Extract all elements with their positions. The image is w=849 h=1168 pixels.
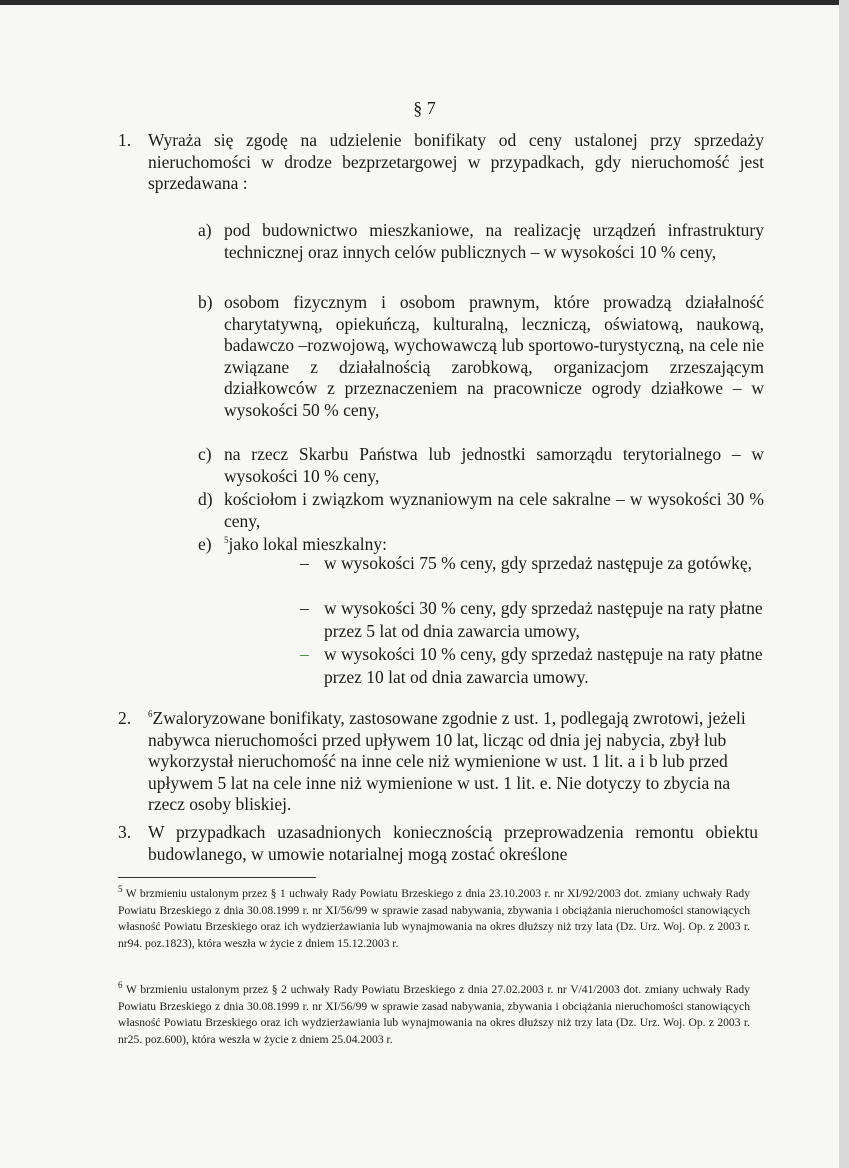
paragraph-number: 1. — [118, 130, 132, 150]
sub-item — [300, 597, 764, 643]
footnote-5 — [118, 886, 750, 952]
list-item-text: kościołom i związkom wyznaniowym na cele sakralne – w wysokości 30 % ceny, — [224, 489, 764, 531]
sub-item — [300, 643, 764, 689]
list-item-text: na rzecz Skarbu Państwa lub jednostki samorządu terytorialnego – w wysokości 10 % ceny, — [224, 444, 764, 486]
paragraph-text: Zwaloryzowane bonifikaty, zastosowane zgodnie z ust. 1, podlegają zwrotowi, jeżeli nabywca nieruchomości przed upływem 10 lat, licząc od dnia jej nabycia, zbył lub wykorzystał nieruchomość na inne cele niż wymienione w ust. 1 lit. a i b lub przed upływem 5 lat na cele inne niż wymienione w ust. 1 lit. e. Nie dotyczy to zbycia na rzecz osoby bliskiej. — [148, 708, 746, 814]
footnote-text: W brzmieniu ustalonym przez § 2 uchwały Rady Powiatu Brzeskiego z dnia 27.02.2003 r. nr V/41/2003 dot. zmiany uchwały Rady Powiatu Brzeskiego z dnia 30.08.1999 r. nr XI/56/99 w sprawie zasad nabywania, zbywania i obciążania nieruchomości stanowiących własność Powiatu Brzeskiego oraz ich wydzierżawiania lub wynajmowania na okres dłuższy niż trzy lata (Dz. Urz. Woj. Op. z 2003 r. nr25. poz.600), która weszła w życie z dniem 25.04.2003 r. — [118, 983, 750, 1046]
footnote-text: W brzmieniu ustalonym przez § 1 uchwały Rady Powiatu Brzeskiego z dnia 23.10.2003 r. nr XI/92/2003 dot. zmiany uchwały Rady Powiatu Brzeskiego z dnia 30.08.1999 r. nr XI/56/99 w sprawie zasad nabywania, zbywania i obciążania nieruchomości stanowiących własność Powiatu Brzeskiego oraz ich wydzierżawiania lub wynajmowania na okres dłuższy niż trzy lata (Dz. Urz. Woj. Op. z 2003 r. nr94. poz.1823), która weszła w życie z dniem 15.12.2003 r. — [118, 887, 750, 950]
paragraph-number: 3. — [118, 822, 132, 842]
list-item-label: a) — [198, 220, 212, 240]
paragraph-text: W przypadkach uzasadnionych koniecznością przeprowadzenia remontu obiektu budowlanego, w umowie notarialnej mogą zostać określone — [148, 822, 758, 864]
list-item-text: osobom fizycznym i osobom prawnym, które prowadzą działalność charytatywną, opiekuńczą, kulturalną, leczniczą, oświatową, naukową, badawczo –rozwojową, wychowawczą lub sportowo-turystyczną, na cele nie związane z działalnością zarobkową, organizacjom zrzeszającym działkowców z przeznaczeniem na pracownicze ogrody działkowe – w wysokości 50 % ceny, — [224, 292, 764, 420]
sub-item-text: w wysokości 10 % ceny, gdy sprzedaż następuje na raty płatne przez 10 lat od dnia zawarcia umowy. — [324, 644, 763, 687]
paragraph-text: Wyraża się zgodę na udzielenie bonifikaty od ceny ustalonej przy sprzedaży nieruchomości w drodze bezprzetargowej w przypadkach, gdy nieruchomość jest sprzedawana : — [148, 130, 764, 193]
footnote-number: 5 — [118, 884, 123, 895]
footnote-marker: 6 — [148, 709, 153, 720]
sub-item — [300, 552, 764, 598]
footnote-6 — [118, 982, 750, 1048]
section-heading: § 7 — [413, 98, 436, 118]
list-item-label: e) — [198, 534, 212, 554]
list-item-b — [198, 292, 764, 452]
list-item-text: jako lokal mieszkalny: — [228, 534, 387, 554]
sub-item-text: w wysokości 30 % ceny, gdy sprzedaż następuje na raty płatne przez 5 lat od dnia zawarcia umowy, — [324, 598, 763, 641]
sub-item-text: w wysokości 75 % ceny, gdy sprzedaż następuje za gotówkę, — [324, 553, 752, 573]
dash-bullet: – — [300, 644, 309, 664]
list-item-a — [198, 220, 764, 290]
scan-top-edge — [0, 0, 849, 5]
dash-bullet: – — [300, 553, 309, 573]
list-item-label: b) — [198, 292, 213, 312]
list-item-d — [198, 489, 764, 535]
footnote-marker: 5 — [224, 535, 229, 546]
scan-right-edge — [839, 0, 849, 1168]
list-item-text: pod budownictwo mieszkaniowe, na realizację urządzeń infrastruktury technicznej oraz innych celów publicznych – w wysokości 10 % ceny, — [224, 220, 764, 262]
list-item-label: d) — [198, 489, 213, 509]
dash-bullet: – — [300, 598, 309, 618]
list-item-label: c) — [198, 444, 212, 464]
paragraph-number: 2. — [118, 708, 132, 728]
list-item-c — [198, 444, 764, 490]
footnote-separator — [118, 877, 316, 878]
footnote-number: 6 — [118, 980, 123, 991]
